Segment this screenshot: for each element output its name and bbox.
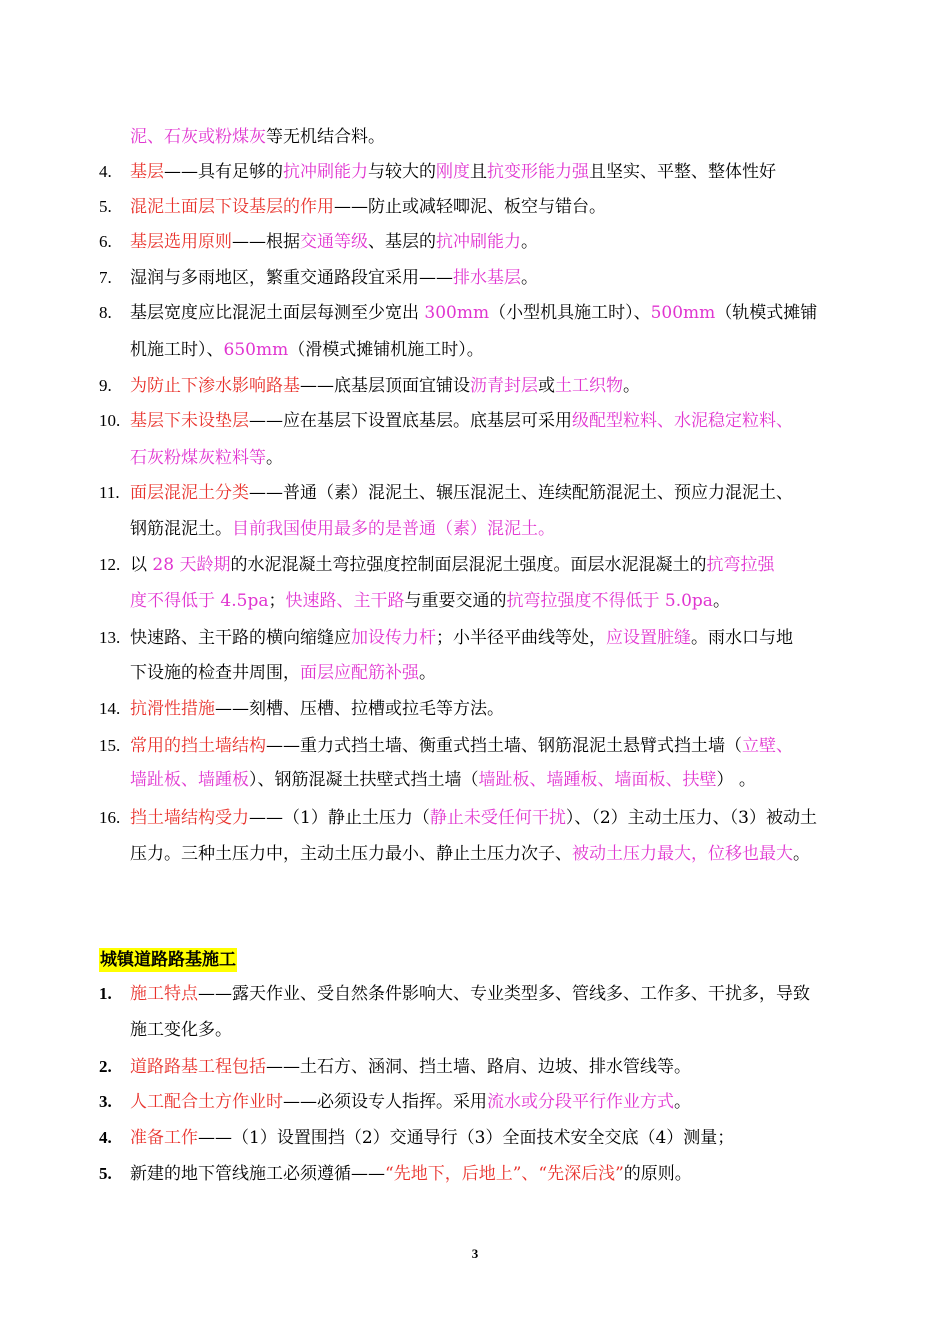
highlight-text: 排水基层: [453, 268, 521, 288]
highlight-text: 立壁、: [742, 736, 793, 756]
body-text: 与较大的: [368, 162, 436, 182]
highlight-text: 度不得低于 4.5pa: [130, 591, 269, 611]
body-text: 新建的地下管线施工必须遵循——: [130, 1164, 385, 1184]
body-text: ） 。: [716, 770, 756, 790]
body-text: 快速路、主干路的横向缩缝应: [130, 628, 351, 648]
body-text: 。: [793, 844, 810, 864]
item-number: 4.: [99, 162, 112, 181]
item-number: 11.: [99, 483, 120, 502]
item-text-line: [130, 768, 756, 792]
item-text-line: [130, 125, 385, 149]
body-text: 基层宽度应比混泥土面层每测至少宽出: [130, 303, 425, 323]
highlight-text: 石灰粉煤灰粒料等: [130, 448, 266, 468]
highlight-text: 目前我国使用最多的是普通（素）混泥土。: [232, 519, 555, 539]
body-text: ——（1）静止土压力（: [249, 808, 430, 828]
highlight-text: 抗变形能力强: [487, 162, 589, 182]
body-text: 。: [674, 1092, 691, 1112]
highlight-text: 基层选用原则: [130, 232, 232, 252]
highlight-text: 抗弯拉强度不得低于 5.0pa: [506, 591, 713, 611]
highlight-text: 沥青封层: [470, 376, 538, 396]
item-text-line: [130, 553, 774, 577]
body-text: 。: [623, 376, 640, 396]
highlight-text: 墙趾板、墙踵板: [130, 770, 249, 790]
body-text: 的水泥混凝土弯拉强度控制面层混泥土强度。面层水泥混凝土的: [230, 555, 707, 575]
item-number: 4.: [99, 1128, 112, 1147]
highlight-text: “先地下，后地上”、“先深后浅”: [385, 1164, 624, 1184]
body-text: ；: [268, 591, 286, 611]
body-text: 。: [266, 448, 283, 468]
body-text: 压力。三种土压力中，主动土压力最小、静止土压力次子、: [130, 844, 572, 864]
item-text-line: [130, 1055, 691, 1079]
item-text-line: [130, 1126, 734, 1150]
highlight-text: 快速路、主干路: [285, 591, 405, 611]
highlight-text: 面层应配筋补强: [300, 663, 419, 683]
body-text: ——土石方、涵洞、挡土墙、路肩、边坡、排水管线等。: [266, 1057, 691, 1077]
body-text: ——根据: [232, 232, 300, 252]
item-text-line: [130, 661, 436, 685]
highlight-text: 为防止下渗水影响路基: [130, 376, 300, 396]
highlight-text: 混泥土面层下设基层的作用: [130, 197, 334, 217]
highlight-text: 面层混泥土分类: [130, 483, 249, 503]
item-number: 10.: [99, 411, 121, 430]
item-number: 5.: [99, 1164, 112, 1183]
body-text: 与重要交通的: [404, 591, 507, 611]
body-text: 等无机结合料。: [266, 127, 385, 147]
highlight-text: 泥、石灰或粉煤灰: [130, 127, 266, 147]
item-text-line: [130, 517, 555, 541]
highlight-text: 流水或分段平行作业方式: [487, 1092, 674, 1112]
item-text-line: [130, 1090, 691, 1114]
highlight-text: 抗冲刷能力: [436, 232, 521, 252]
item-number: 5.: [99, 197, 112, 216]
body-text: 。: [712, 591, 730, 611]
body-text: （轨模式摊铺: [715, 303, 818, 323]
body-text: 。: [419, 663, 436, 683]
body-text: ——防止或减轻唧泥、板空与错台。: [334, 197, 606, 217]
body-text: 机施工时）、: [130, 340, 224, 360]
body-text: ——普通（素）混泥土、辗压混泥土、连续配筋混泥土、预应力混泥土、: [249, 483, 793, 503]
body-text: ——（1）设置围挡（2）交通导行（3）全面技术安全交底（4）测量；: [198, 1128, 735, 1148]
highlight-text: 被动土压力最大，位移也最大: [572, 844, 793, 864]
item-text-line: [130, 195, 606, 219]
item-text-line: [130, 697, 504, 721]
highlight-text: 土工织物: [555, 376, 623, 396]
highlight-text: 级配型粒料、水泥稳定粒料、: [572, 411, 793, 431]
item-text-line: [130, 374, 640, 398]
item-text-line: [130, 734, 793, 758]
item-text-line: [130, 301, 817, 325]
body-text: ——露天作业、受自然条件影响大、专业类型多、管线多、工作多、干扰多，导致: [198, 984, 810, 1004]
body-text: 钢筋混泥土。: [130, 519, 232, 539]
body-text: 施工变化多。: [130, 1020, 232, 1040]
item-text-line: [130, 1018, 232, 1042]
item-text-line: [130, 842, 810, 866]
item-number: 13.: [99, 628, 121, 647]
highlight-text: 墙趾板、墙踵板、墙面板、扶壁: [478, 770, 717, 790]
body-text: ；小半径平曲线等处，: [436, 628, 606, 648]
highlight-text: 交通等级: [300, 232, 368, 252]
item-text-line: [130, 160, 776, 184]
item-number: 2.: [99, 1057, 112, 1076]
body-text: 下设施的检查井周围，: [130, 663, 300, 683]
item-number: 3.: [99, 1092, 112, 1111]
item-number: 12.: [99, 555, 121, 574]
body-text: 或: [538, 376, 555, 396]
body-text: 以: [130, 555, 153, 575]
item-number: 8.: [99, 303, 112, 322]
item-text-line: [130, 806, 817, 830]
item-text-line: [130, 982, 810, 1006]
item-text-line: [130, 230, 538, 254]
highlight-text: 加设传力杆: [351, 628, 436, 648]
highlight-text: 抗冲刷能力: [283, 162, 368, 182]
body-text: ——必须设专人指挥。采用: [283, 1092, 487, 1112]
item-text-line: [130, 338, 484, 362]
body-text: 。: [521, 268, 538, 288]
item-text-line: [130, 1162, 692, 1186]
highlight-text: 650mm: [223, 340, 289, 360]
item-text-line: [130, 481, 793, 505]
body-text: 的原则。: [623, 1164, 692, 1184]
highlight-text: 28 天龄期: [152, 555, 231, 575]
body-text: （小型机具施工时）、: [489, 303, 651, 323]
body-text: 湿润与多雨地区，繁重交通路段宜采用——: [130, 268, 453, 288]
body-text: ）、钢筋混凝土扶壁式挡土墙（: [249, 770, 479, 790]
highlight-text: 300mm: [424, 303, 490, 323]
item-number: 9.: [99, 376, 112, 395]
body-text: 且坚实、平整、整体性好: [589, 162, 776, 182]
body-text: ）、（2）主动土压力、（3）被动土: [565, 808, 817, 828]
highlight-text: 抗滑性措施: [130, 699, 215, 719]
item-number: 16.: [99, 808, 121, 827]
section-heading: 城镇道路路基施工: [100, 950, 236, 970]
item-number: 6.: [99, 232, 112, 251]
item-number: 15.: [99, 736, 121, 755]
highlight-text: 基层下未设垫层: [130, 411, 249, 431]
highlight-text: 道路路基工程包括: [130, 1057, 266, 1077]
item-number: 1.: [99, 984, 112, 1003]
item-text-line: [130, 589, 730, 613]
body-text: ——刻槽、压槽、拉槽或拉毛等方法。: [215, 699, 504, 719]
body-text: 、基层的: [368, 232, 436, 252]
body-text: 。: [521, 232, 538, 252]
highlight-text: 500mm: [650, 303, 716, 323]
body-text: 且: [470, 162, 487, 182]
item-number: 7.: [99, 268, 112, 287]
body-text: ——具有足够的: [164, 162, 283, 182]
highlight-text: 常用的挡土墙结构: [130, 736, 266, 756]
body-text: （滑模式摊铺机施工时）。: [288, 340, 484, 360]
highlight-text: 施工特点: [130, 984, 198, 1004]
item-text-line: [130, 266, 538, 290]
highlight-text: 基层: [130, 162, 164, 182]
body-text: 。雨水口与地: [691, 628, 793, 648]
item-text-line: [130, 409, 793, 433]
body-text: ——应在基层下设置底基层。底基层可采用: [249, 411, 572, 431]
page-number: 3: [471, 1246, 479, 1261]
highlight-text: 准备工作: [130, 1128, 198, 1148]
highlight-text: 挡土墙结构受力: [130, 808, 249, 828]
body-text: ——重力式挡土墙、衡重式挡土墙、钢筋混泥土悬臂式挡土墙（: [266, 736, 742, 756]
highlight-text: 静止未受任何干扰: [429, 808, 566, 828]
item-number: 14.: [99, 699, 121, 718]
highlight-text: 刚度: [436, 162, 470, 182]
item-text-line: [130, 626, 793, 650]
item-text-line: [130, 446, 283, 470]
highlight-text: 抗弯拉强: [706, 555, 775, 575]
highlight-text: 应设置脏缝: [606, 628, 691, 648]
highlight-text: 人工配合土方作业时: [130, 1092, 283, 1112]
body-text: ——底基层顶面宜铺设: [300, 376, 470, 396]
